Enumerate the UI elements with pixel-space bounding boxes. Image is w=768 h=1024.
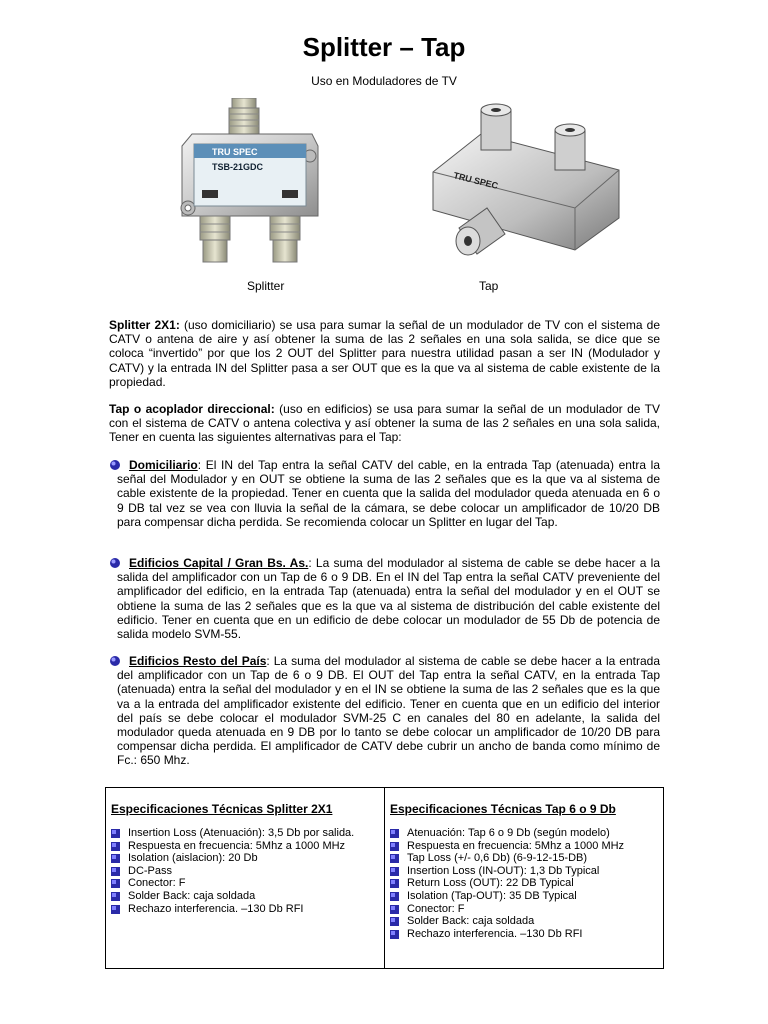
spec-table <box>105 787 664 969</box>
square-bullet-icon <box>390 917 399 926</box>
splitter-paragraph-head: Splitter 2X1: <box>109 318 180 332</box>
spec-item <box>111 852 384 865</box>
spec-item <box>390 865 663 878</box>
spec-item-text: Atenuación: Tap 6 o 9 Db (según modelo) <box>407 827 610 839</box>
spec-item-text: Respuesta en frecuencia: 5Mhz a 1000 MHz <box>128 839 346 852</box>
square-bullet-icon <box>111 867 120 876</box>
square-bullet-icon <box>111 892 120 901</box>
spec-item <box>390 840 663 853</box>
page-title: Splitter – Tap <box>302 32 466 62</box>
splitter-paragraph-text: (uso domiciliario) se usa para sumar la señal de un modulador de TV con el sistema de CATV o antena de aire y así obtener la suma de las 2 señales en una sola salida, se dice que se coloca “invertido” por que los 2 OUT del Splitter para nuestra utilidad pasan a ser IN (Modulador y CATV) y la entrada IN del Splitter pasa a ser OUT que es la que va al sistema de cable existente de la propiedad. <box>109 318 660 389</box>
spec-item <box>111 865 384 878</box>
spec-item-text: Respuesta en frecuencia: 5Mhz a 1000 MHz <box>407 839 625 852</box>
spec-item-text: Conector: F <box>128 877 186 890</box>
bullet-icon <box>109 459 121 471</box>
square-bullet-icon <box>390 930 399 939</box>
splitter-paragraph <box>109 318 660 389</box>
square-bullet-icon <box>390 854 399 863</box>
spec-item <box>390 877 663 890</box>
spec-item-text: Return Loss (OUT): 22 DB Typical <box>407 877 574 890</box>
square-bullet-icon <box>111 842 120 851</box>
spec-item <box>111 903 384 916</box>
spec-item-text: Isolation (aislacion): 20 Db <box>128 852 258 865</box>
square-bullet-icon <box>111 905 120 914</box>
spec-column-tap <box>384 788 663 968</box>
spec-item-text: DC-Pass <box>128 864 173 877</box>
spec-item-text: Rechazo interferencia. –130 Db RFI <box>128 902 304 915</box>
tap-brand: TRU SPEC <box>452 170 500 191</box>
bullet-text: : El IN del Tap entra la señal CATV del cable, en la entrada Tap (atenuada) entra la señal del Modulador y en OUT se obtiene la suma de las 2 señales que es la que va al sistema de cable existente de la propiedad. Tener en cuenta que la salida del modulador queda atenuada en 6 o 9 DB tal vez se vea con lluvia la señal de la cámara, se debe colocar un amplificador de 10/20 DB para compensar dicha perdida. Se recomienda colocar un Splitter en lugar del Tap. <box>117 458 660 529</box>
spec-list-tap <box>390 827 663 940</box>
bullet-edificios-resto <box>109 654 660 768</box>
spec-item <box>390 827 663 840</box>
spec-item-text: Solder Back: caja soldada <box>128 889 256 902</box>
spec-title-splitter: Especificaciones Técnicas Splitter 2X1 <box>111 802 333 816</box>
bullet-icon <box>109 655 121 667</box>
spec-item-text: Rechazo interferencia. –130 Db RFI <box>407 927 583 940</box>
square-bullet-icon <box>390 829 399 838</box>
splitter-image <box>172 98 320 268</box>
spec-column-splitter <box>106 788 384 968</box>
square-bullet-icon <box>111 854 120 863</box>
tap-paragraph-head: Tap o acoplador direccional: <box>109 402 275 416</box>
spec-item-text: Isolation (Tap-OUT): 35 DB Typical <box>407 889 577 902</box>
spec-item <box>390 915 663 928</box>
bullet-head: Edificios Resto del País <box>129 654 267 668</box>
bullet-head: Domiciliario <box>129 458 198 472</box>
tap-paragraph <box>109 402 660 445</box>
spec-item <box>390 928 663 941</box>
square-bullet-icon <box>111 879 120 888</box>
spec-item-text: Tap Loss (+/- 0,6 Db) (6-9-12-15-DB) <box>407 852 588 865</box>
square-bullet-icon <box>111 829 120 838</box>
tap-paragraph-text: (uso en edificios) se usa para sumar la señal de un modulador de TV con el sistema de CATV o antena colectiva y así obtener la suma de las 2 señales en una sola salida, Tener en cuenta las siguientes alternativas para el Tap: <box>109 402 660 445</box>
square-bullet-icon <box>390 842 399 851</box>
spec-item <box>390 852 663 865</box>
tap-caption: Tap <box>479 279 499 293</box>
square-bullet-icon <box>390 905 399 914</box>
bullet-text: : La suma del modulador al sistema de cable se debe hacer a la salida del amplificador con un Tap de 6 o 9 DB. En el IN del Tap entra la señal CATV preveniente del amplificador del edificio, en la entrada Tap (atenuada) entra la señal del modulador y en el OUT se obtiene la suma de las 2 señales que es la que va al sistema de distribución del cable existente del edificio. Tener en cuenta que en un edificio de debe colocar un modulador de 55 Db de potencia de salida modelo SVM-55. <box>117 556 660 642</box>
splitter-brand: TRU SPEC <box>212 147 258 157</box>
splitter-model: TSB-21GDC <box>212 162 264 172</box>
spec-item <box>111 890 384 903</box>
tap-image <box>425 100 625 262</box>
spec-item-text: Insertion Loss (IN-OUT): 1,3 Db Typical <box>407 864 600 877</box>
spec-item-text: Insertion Loss (Atenuación): 3,5 Db por salida. <box>128 827 355 839</box>
square-bullet-icon <box>390 867 399 876</box>
spec-item <box>111 877 384 890</box>
square-bullet-icon <box>390 879 399 888</box>
bullet-domiciliario <box>109 458 660 529</box>
spec-item <box>390 890 663 903</box>
splitter-caption: Splitter <box>247 279 285 293</box>
spec-item-text: Conector: F <box>407 902 465 915</box>
spec-list-splitter <box>111 827 384 915</box>
spec-item <box>390 903 663 916</box>
square-bullet-icon <box>390 892 399 901</box>
bullet-head: Edificios Capital / Gran Bs. As. <box>129 556 309 570</box>
spec-item <box>111 840 384 853</box>
spec-title-tap: Especificaciones Técnicas Tap 6 o 9 Db <box>390 802 616 816</box>
page-subtitle: Uso en Moduladores de TV <box>311 74 457 88</box>
bullet-edificios-capital <box>109 556 660 641</box>
bullet-icon <box>109 557 121 569</box>
bullet-text: : La suma del modulador al sistema de cable se debe hacer a la entrada del amplificador con un Tap de 6 o 9 DB. El OUT del Tap entra la señal CATV, en la entrada Tap (atenuada) entra la señal del modulador y en el IN se obtiene la suma de las 2 señales que es la que va a la entrada del amplificador existente del edificio. Tener en cuenta que en un edificio del interior del país se debe colocar el modulador SVM-25 C en canales del 80 en adelante, la salida del modulador queda atenuada en 9 DB por lo tanto se debe colocar un amplificador de 10/20 DB para compensar dicha perdida. El amplificador de CATV debe cubrir un ancho de banda como mínimo de Fc.: 650 Mhz. <box>117 654 661 768</box>
spec-item-text: Solder Back: caja soldada <box>407 915 535 928</box>
spec-item <box>111 827 384 840</box>
